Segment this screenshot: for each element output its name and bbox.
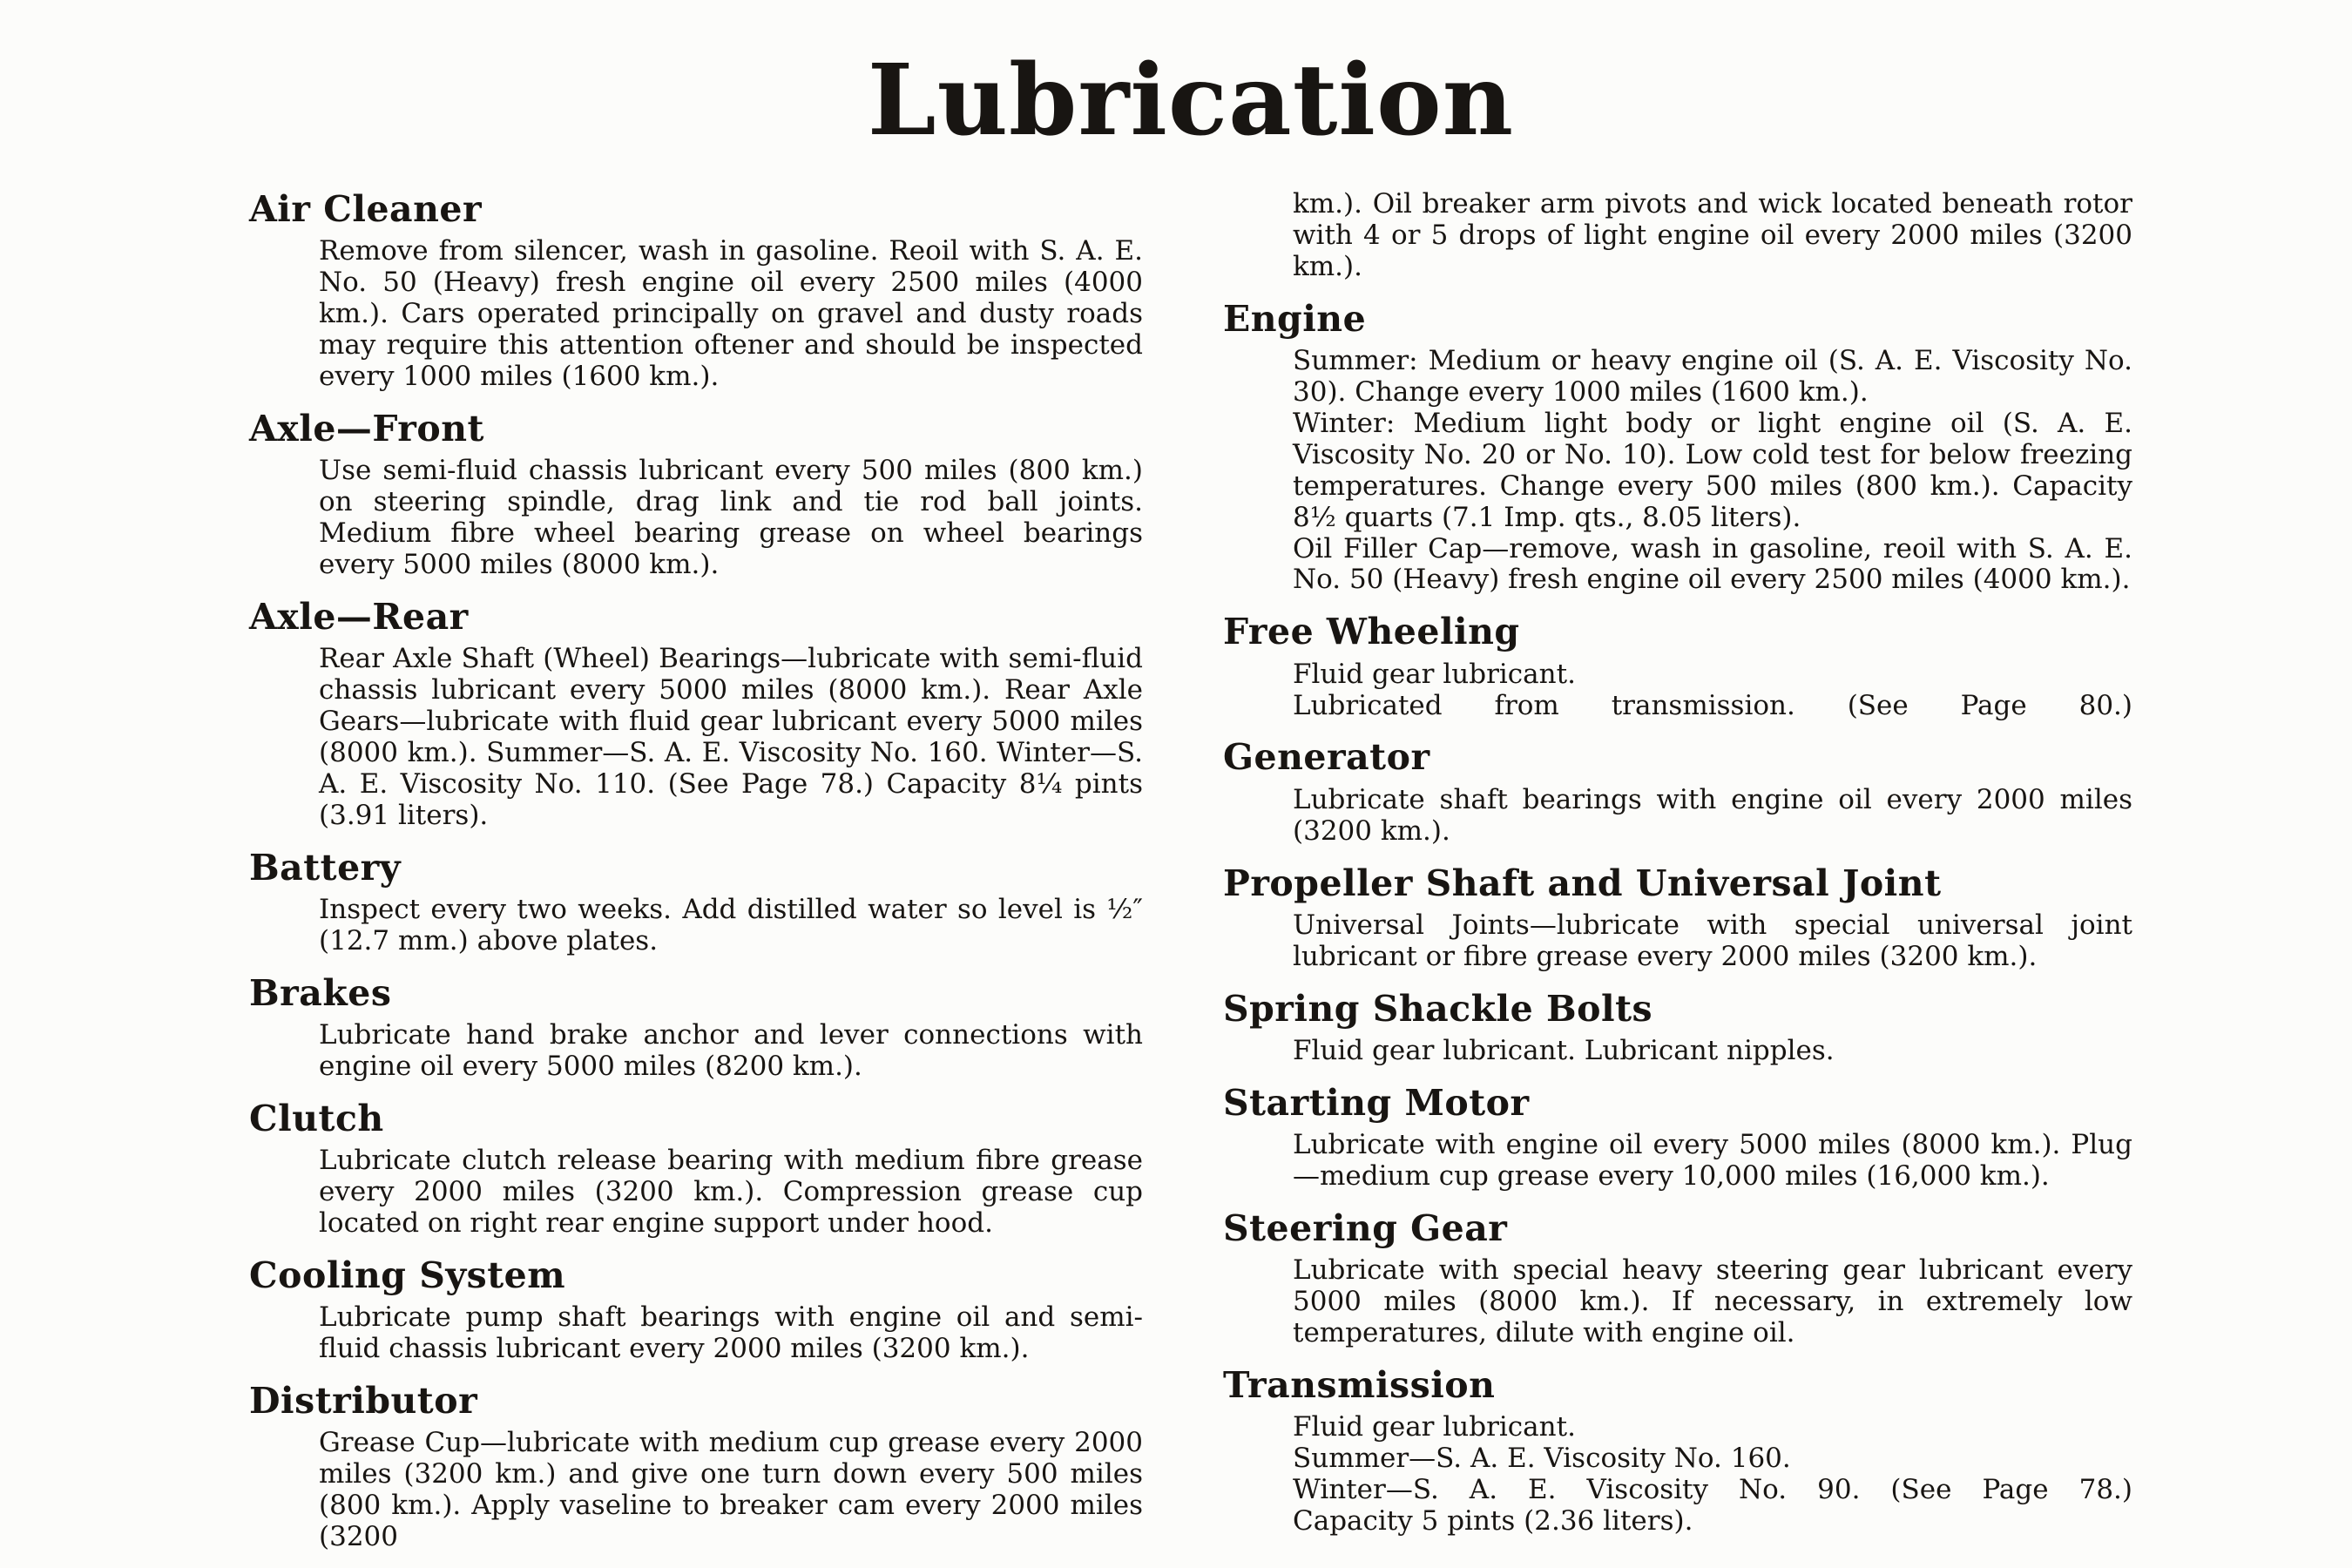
manual-section xyxy=(1223,863,2132,973)
section-heading: Air Cleaner xyxy=(249,187,483,230)
section-heading: Cooling System xyxy=(249,1254,566,1296)
section-paragraph: Fluid gear lubricant. xyxy=(1293,658,1576,690)
section-heading: Free Wheeling xyxy=(1223,611,1520,653)
section-heading: Generator xyxy=(1223,736,1430,779)
manual-section xyxy=(249,973,1143,1083)
manual-section xyxy=(249,848,1143,957)
manual-section xyxy=(1223,299,2132,597)
left-column xyxy=(249,189,1143,1553)
manual-section xyxy=(1223,737,2132,847)
manual-section xyxy=(1223,1208,2132,1349)
manual-section xyxy=(249,1381,1143,1553)
manual-section xyxy=(249,1098,1143,1240)
page-title: Lubrication xyxy=(867,44,1515,158)
manual-section xyxy=(1223,989,2132,1067)
section-paragraph: Winter—S. A. E. Viscosity No. 90. (See Page 78.) xyxy=(1293,1473,2132,1505)
section-paragraph: Remove from silencer, wash in gasoline. Reoil with S. A. E. No. 50 (Heavy) fresh engine oil every 2500 miles (4000 km.). Cars operated principally on gravel and dusty roads may require this attention oftener and should be inspected every 1000 miles (1600 km.). xyxy=(319,234,1143,392)
section-paragraph: Capacity 5 pints (2.36 liters). xyxy=(1293,1504,1693,1537)
manual-section xyxy=(249,189,1143,393)
section-paragraph: Use semi-fluid chassis lubricant every 500 miles (800 km.) on steering spindle, drag link and tie rod ball joints. Medium fibre wheel bearing grease on wheel bearings every 5000 miles (8000 km.). xyxy=(319,454,1143,580)
section-heading: Steering Gear xyxy=(1223,1206,1508,1249)
section-heading: Engine xyxy=(1223,297,1367,340)
section-heading: Propeller Shaft and Universal Joint xyxy=(1223,862,1942,904)
section-paragraph: Universal Joints—lubricate with special universal joint lubricant or fibre grease every 2000 miles (3200 km.). xyxy=(1293,909,2132,972)
manual-section xyxy=(249,597,1143,832)
manual-section xyxy=(1223,612,2132,721)
manual-section xyxy=(1223,1365,2132,1538)
continuation-paragraph: km.). Oil breaker arm pivots and wick located beneath rotor with 4 or 5 drops of light engine oil every 2000 miles (3200 km.). xyxy=(1293,187,2132,282)
section-paragraph: Lubricate clutch release bearing with medium fibre grease every 2000 miles (3200 km.). Compression grease cup located on right rear engine support under hood. xyxy=(319,1144,1143,1239)
section-paragraph: Grease Cup—lubricate with medium cup grease every 2000 miles (3200 km.) and give one turn down every 500 miles (800 km.). Apply vaseline to breaker cam every 2000 miles (3200 xyxy=(319,1426,1143,1552)
section-paragraph: Lubricated from transmission. (See Page 80.) xyxy=(1293,689,2132,721)
manual-section xyxy=(249,1255,1143,1365)
section-heading: Transmission xyxy=(1223,1363,1496,1406)
section-heading: Axle—Rear xyxy=(249,595,469,638)
section-heading: Starting Motor xyxy=(1223,1081,1530,1124)
section-paragraph: Lubricate shaft bearings with engine oil every 2000 miles (3200 km.). xyxy=(1293,783,2132,847)
section-heading: Battery xyxy=(249,846,402,889)
columns xyxy=(249,189,2132,1553)
section-heading: Brakes xyxy=(249,971,392,1014)
section-paragraph: Lubricate with engine oil every 5000 miles (8000 km.). Plug —medium cup grease every 10,000 miles (16,000 km.). xyxy=(1293,1128,2132,1192)
manual-section xyxy=(1223,1083,2132,1193)
section-paragraph: Oil Filler Cap—remove, wash in gasoline, reoil with S. A. E. No. 50 (Heavy) fresh engine oil every 2500 miles (4000 km.). xyxy=(1293,532,2132,596)
section-paragraph: Inspect every two weeks. Add distilled water so level is ½″ (12.7 mm.) above plates. xyxy=(319,893,1143,956)
section-heading: Clutch xyxy=(249,1097,384,1139)
section-paragraph: Summer—S. A. E. Viscosity No. 160. xyxy=(1293,1442,1791,1474)
section-heading: Distributor xyxy=(249,1379,478,1422)
section-heading: Axle—Front xyxy=(249,407,484,449)
section-paragraph: Fluid gear lubricant. xyxy=(1293,1410,1576,1443)
section-paragraph: Lubricate hand brake anchor and lever connections with engine oil every 5000 miles (8200 km.). xyxy=(319,1018,1143,1082)
section-paragraph: Winter: Medium light body or light engine oil (S. A. E. Viscosity No. 20 or No. 10). Low cold test for below freezing temperatures. Change every 500 miles (800 km.). Capacity 8½ quarts (7.1 Imp. qts., 8.05 liters). xyxy=(1293,407,2132,533)
right-column xyxy=(1223,189,2132,1538)
manual-section xyxy=(249,409,1143,581)
section-heading: Spring Shackle Bolts xyxy=(1223,987,1653,1030)
section-paragraph: Fluid gear lubricant. Lubricant nipples. xyxy=(1293,1034,1835,1066)
section-paragraph: Summer: Medium or heavy engine oil (S. A. E. Viscosity No. 30). Change every 1000 miles (1600 km.). xyxy=(1293,344,2132,408)
section-paragraph: Lubricate with special heavy steering gear lubricant every 5000 miles (8000 km.). If necessary, in extremely low temperatures, dilute with engine oil. xyxy=(1293,1254,2132,1348)
section-paragraph: Lubricate pump shaft bearings with engine oil and semi-fluid chassis lubricant every 2000 miles (3200 km.). xyxy=(319,1301,1143,1364)
section-paragraph: Rear Axle Shaft (Wheel) Bearings—lubricate with semi-fluid chassis lubricant every 5000 miles (8000 km.). Rear Axle Gears—lubricate with fluid gear lubricant every 5000 miles (8000 km.). Summer—S. A. E. Viscosity No. 160. Winter—S. A. E. Viscosity No. 110. (See Page 78.) Capacity 8¼ pints (3.91 liters). xyxy=(319,642,1143,831)
